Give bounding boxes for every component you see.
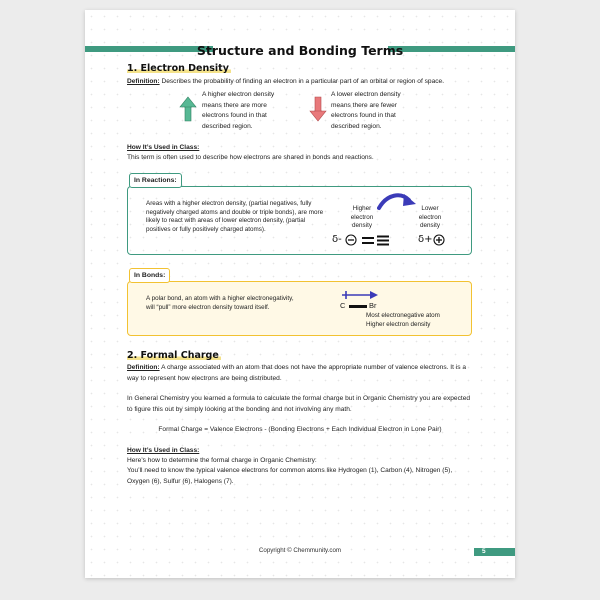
bonds-text: A polar bond, an atom with a higher electronegativity, will “pull” more electron density toward itself.: [146, 295, 294, 311]
delta-minus-label: δ-: [332, 234, 342, 245]
bond-caption-1: Most electronegative atom: [366, 312, 440, 319]
positive-charge-icon: [433, 234, 445, 246]
triple-bond-icon: [377, 235, 389, 246]
arrow-down-icon: [309, 96, 327, 122]
bond-caption-2: Higher electron density: [366, 321, 431, 328]
lower-density-description: A lower electron density means there are fewer electrons found in that described region.: [331, 91, 401, 130]
section-heading-formal-charge: 2. Formal Charge: [127, 350, 219, 361]
document-page: [85, 10, 515, 578]
bonds-tab: In Bonds:: [129, 268, 170, 283]
formal-charge-paragraph: In General Chemistry you learned a formula to calculate the formal charge but in Organic Chemistry you are expected to figure this out by simply looking at the bonding and not involving any math.: [127, 395, 471, 413]
page-title: Structure and Bonding Terms: [196, 43, 404, 58]
how-used-line-1: Here’s how to determine the formal charge in Organic Chemistry:: [127, 457, 317, 464]
arrow-up-icon: [179, 96, 197, 122]
how-used-text-1: This term is often used to describe how electrons are shared in bonds and reactions.: [127, 154, 374, 161]
reactions-text: Areas with a higher electron density, (partial negatives, fully negatively charged atoms and double or triple bonds), are more likely to react with areas of lower electron density, (partial positives or fully positively charged atoms).: [146, 200, 324, 233]
atom-c: C: [340, 301, 346, 310]
definition-text-2: A charge associated with an atom that does not have the appropriate number of valence electrons. It is a way to represent how electrons are being distributed.: [127, 364, 467, 382]
how-used-label-1: How It’s Used in Class:: [127, 144, 200, 151]
page-number: 5: [482, 548, 486, 555]
double-bond-icon: [362, 236, 374, 245]
higher-density-description: A higher electron density means there are more electrons found in that described region.: [202, 91, 275, 130]
polar-bond-line: [349, 305, 367, 308]
footer-copyright: Copyright © Chemmunity.com: [258, 547, 342, 554]
definition-electron-density: [127, 77, 507, 88]
higher-density-label: Higher electron density: [350, 205, 374, 230]
how-used-line-2: You’ll need to know the typical valence electrons for common atoms like Hydrogen (1), Carbon (4), Nitrogen (5), Oxygen (6), Sulfur (6), Halogens (7).: [127, 467, 453, 485]
definition-label: Definition:: [127, 78, 160, 85]
definition-text: Describes the probability of finding an electron in a particular part of an orbital or region of space.: [159, 78, 445, 85]
page-number-band: [474, 548, 515, 556]
negative-charge-icon: [345, 234, 357, 246]
definition-formal-charge: [127, 363, 472, 384]
definition-label-2: Definition:: [127, 364, 160, 371]
reactions-tab: In Reactions:: [129, 173, 182, 188]
dipole-arrow-icon: [340, 289, 380, 301]
how-used-label-2: How It’s Used in Class:: [127, 447, 200, 454]
atom-br: Br: [369, 301, 377, 310]
delta-plus-label: δ+: [418, 234, 433, 245]
formal-charge-formula: Formal Charge = Valence Electrons - (Bonding Electrons + Each Individual Electron in Lone Pair): [158, 426, 442, 433]
section-heading-electron-density: 1. Electron Density: [127, 63, 229, 74]
lower-density-label: Lower electron density: [418, 205, 442, 230]
